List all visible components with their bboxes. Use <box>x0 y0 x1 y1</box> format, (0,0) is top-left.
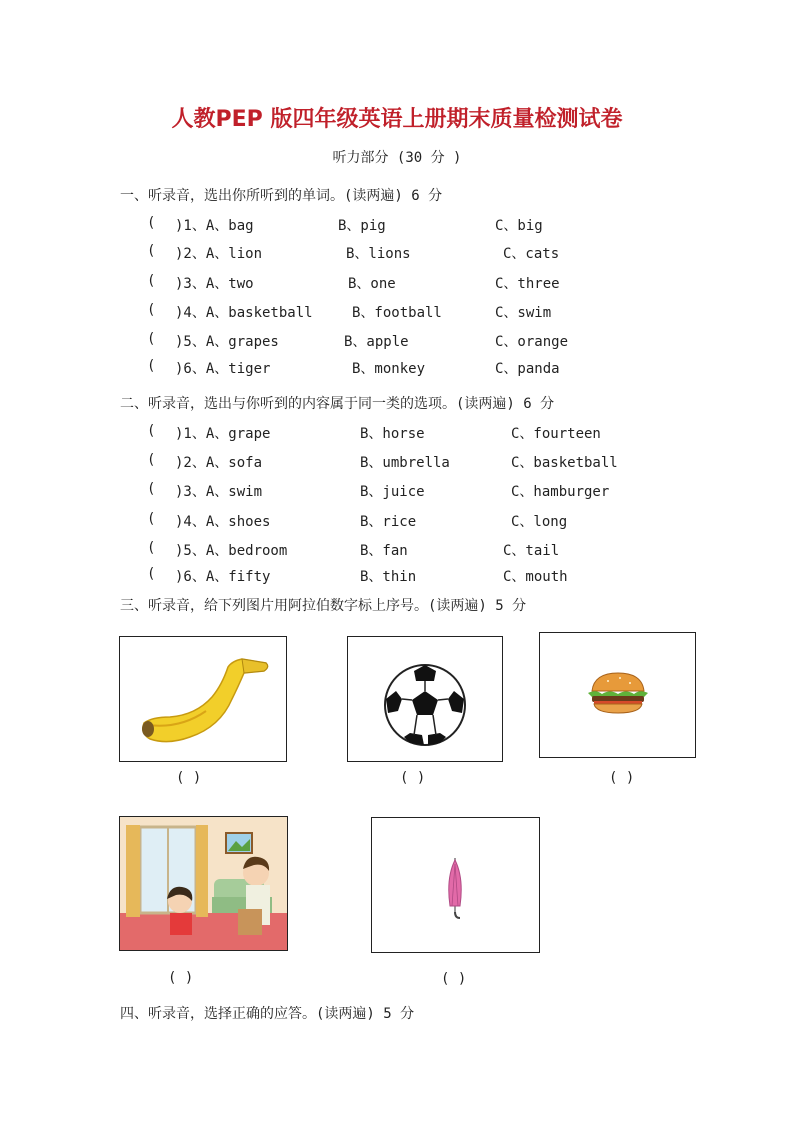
option-a: )1、A、bag <box>175 218 254 234</box>
option-b: B、one <box>348 276 396 292</box>
section-1-heading: 一、听录音，选出你所听到的单词。(读两遍) 6 分 <box>120 188 443 204</box>
umbrella-picture <box>371 817 540 953</box>
umbrella-icon <box>372 818 539 952</box>
option-a: )2、A、sofa <box>175 455 263 471</box>
answer-blank[interactable]: ( ) <box>609 770 635 786</box>
option-b: B、pig <box>338 218 386 234</box>
option-a: )5、A、bedroom <box>175 543 288 559</box>
option-c: C、cats <box>503 246 560 262</box>
option-c: C、three <box>495 276 560 292</box>
answer-paren[interactable]: ( <box>147 481 156 497</box>
answer-blank[interactable]: ( ) <box>168 970 194 986</box>
option-b: B、umbrella <box>360 455 450 471</box>
option-c: C、panda <box>495 361 560 377</box>
bedroom-picture <box>119 816 288 951</box>
option-b: B、fan <box>360 543 408 559</box>
section-3-heading: 三、听录音，给下列图片用阿拉伯数字标上序号。(读两遍) 5 分 <box>120 598 527 614</box>
option-c: C、orange <box>495 334 569 350</box>
answer-paren[interactable]: ( <box>147 273 156 289</box>
option-a: )3、A、swim <box>175 484 263 500</box>
option-b: B、football <box>352 305 442 321</box>
answer-paren[interactable]: ( <box>147 540 156 556</box>
option-b: B、horse <box>360 426 425 442</box>
option-c: C、basketball <box>511 455 618 471</box>
answer-blank[interactable]: ( ) <box>441 971 467 987</box>
answer-paren[interactable]: ( <box>147 452 156 468</box>
answer-paren[interactable]: ( <box>147 331 156 347</box>
option-b: B、lions <box>346 246 411 262</box>
answer-blank[interactable]: ( ) <box>176 770 202 786</box>
hamburger-picture <box>539 632 696 758</box>
football-picture <box>347 636 503 762</box>
answer-paren[interactable]: ( <box>147 423 156 439</box>
page-subtitle: 听力部分 (30 分 ) <box>332 150 462 166</box>
option-b: B、apple <box>344 334 409 350</box>
answer-paren[interactable]: ( <box>147 243 156 259</box>
option-a: )1、A、grape <box>175 426 271 442</box>
bedroom-scene-icon <box>120 817 287 950</box>
option-b: B、rice <box>360 514 417 530</box>
option-a: )6、A、fifty <box>175 569 271 585</box>
section-2-heading: 二、听录音，选出与你听到的内容属于同一类的选项。(读两遍) 6 分 <box>120 396 555 412</box>
option-c: C、fourteen <box>511 426 601 442</box>
option-a: )4、A、shoes <box>175 514 271 530</box>
banana-picture <box>119 636 287 762</box>
option-b: B、juice <box>360 484 425 500</box>
option-a: )4、A、basketball <box>175 305 313 321</box>
answer-paren[interactable]: ( <box>147 358 156 374</box>
option-c: C、big <box>495 218 543 234</box>
hamburger-icon <box>540 633 695 757</box>
option-a: )2、A、lion <box>175 246 263 262</box>
page-title: 人教PEP 版四年级英语上册期末质量检测试卷 <box>171 107 623 132</box>
answer-paren[interactable]: ( <box>147 511 156 527</box>
option-c: C、long <box>511 514 568 530</box>
answer-paren[interactable]: ( <box>147 302 156 318</box>
option-a: )3、A、two <box>175 276 254 292</box>
answer-paren[interactable]: ( <box>147 215 156 231</box>
option-c: C、tail <box>503 543 560 559</box>
option-c: C、mouth <box>503 569 568 585</box>
option-b: B、thin <box>360 569 417 585</box>
option-b: B、monkey <box>352 361 426 377</box>
option-a: )6、A、tiger <box>175 361 271 377</box>
answer-paren[interactable]: ( <box>147 566 156 582</box>
option-a: )5、A、grapes <box>175 334 279 350</box>
option-c: C、hamburger <box>511 484 610 500</box>
banana-icon <box>120 637 286 761</box>
section-4-heading: 四、听录音，选择正确的应答。(读两遍) 5 分 <box>120 1006 415 1022</box>
answer-blank[interactable]: ( ) <box>400 770 426 786</box>
football-icon <box>348 637 502 761</box>
option-c: C、swim <box>495 305 552 321</box>
